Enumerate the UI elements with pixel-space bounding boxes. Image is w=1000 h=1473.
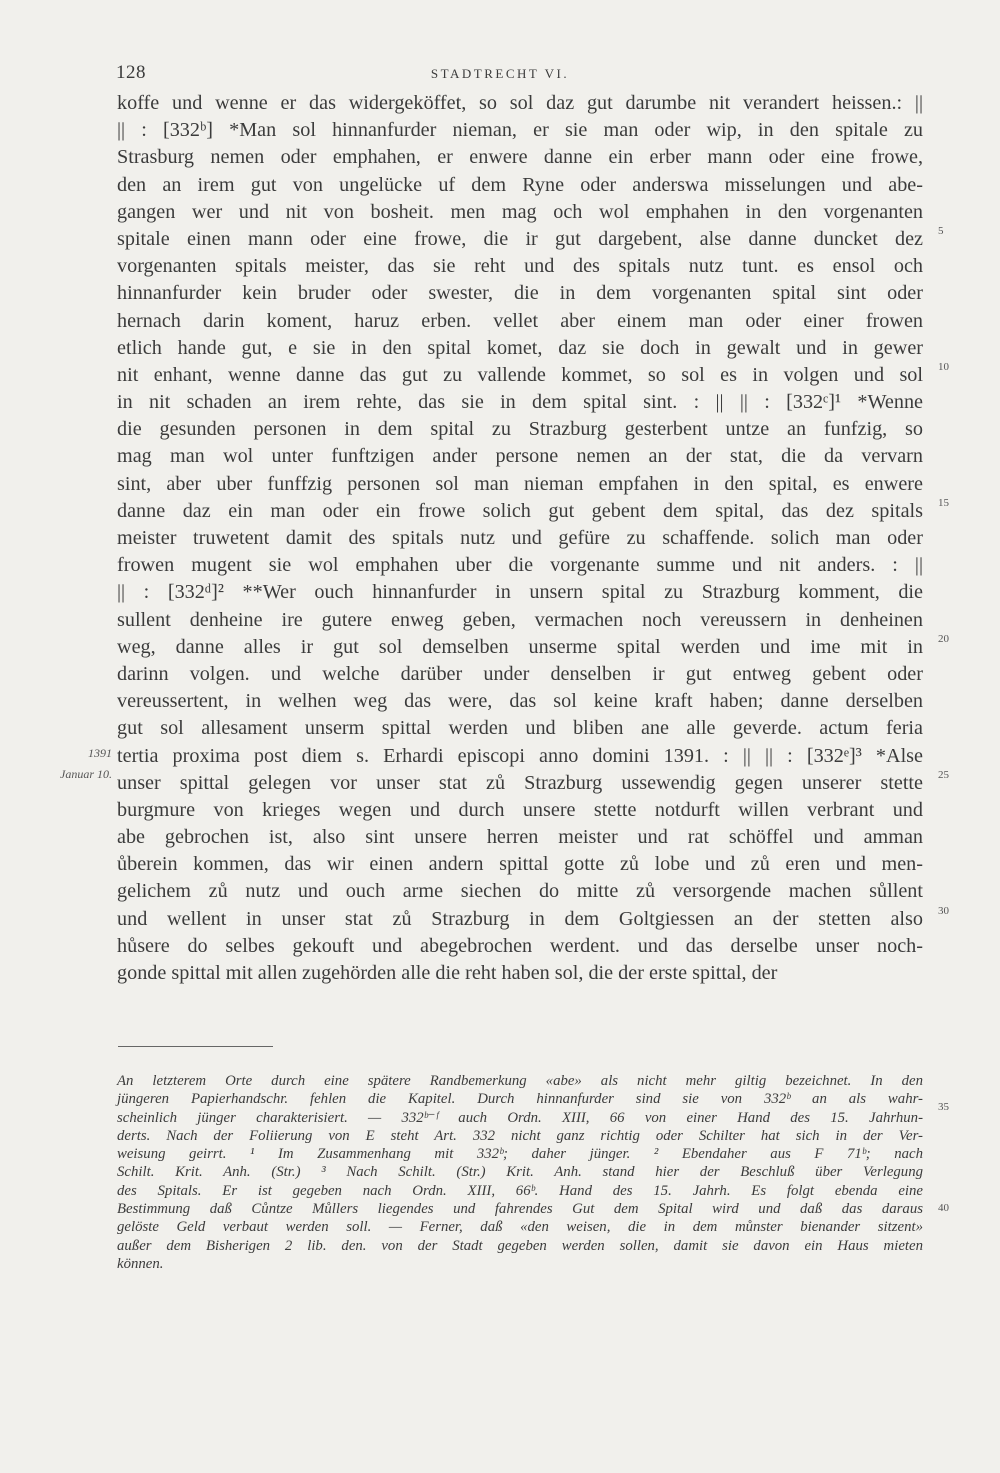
running-head: STADTRECHT VI. bbox=[430, 66, 570, 81]
text-line: danne daz ein man oder ein frowe solich gut gebent dem spital, das dez spitals bbox=[117, 499, 923, 522]
text-line: darinn volgen. und welche darüber under denselben ir gut entweg gebent oder bbox=[117, 662, 923, 685]
footnote-line: außer dem Bisherigen 2 lib. den. von der Stadt gegeben werden sollen, damit sie davon ein Haus mieten bbox=[117, 1237, 923, 1254]
text-line: sullent denheine ire gutere enweg geben, vermachen noch vereussern in denheinen bbox=[117, 608, 923, 631]
line-number-30: 30 bbox=[938, 905, 949, 917]
footnote-line: Schilt. Krit. Anh. (Str.) ³ Nach Schilt. (Str.) Krit. Anh. stand hier der Beschluß über Verlegung bbox=[117, 1164, 923, 1181]
footnote-line: des Spitals. Er ist gegeben nach Ordn. XIII, 66ᵇ. Hand des 15. Jahrh. Es folgt ebenda eine bbox=[117, 1182, 923, 1199]
text-line: und wellent in unser stat zů Strazburg in dem Goltgiessen an der stetten also bbox=[117, 907, 923, 930]
text-line: gangen wer und nit von bosheit. men mag och wol emphahen in den vorgenanten bbox=[117, 200, 923, 223]
line-number-10: 10 bbox=[938, 361, 949, 373]
text-line: || : [332ᵈ]² **Wer ouch hinnanfurder in unsern spital zu Strazburg komment, die bbox=[117, 581, 923, 604]
text-line: hinnanfurder kein bruder oder swester, die in dem vorgenanten spital sint oder bbox=[117, 282, 923, 305]
text-line: Strasburg nemen oder emphahen, er enwere danne ein erber mann oder eine frowe, bbox=[117, 146, 923, 169]
text-line: den an irem gut von ungelücke uf dem Ryne oder anderswa misselungen und abe- bbox=[117, 173, 923, 196]
text-line: unser spittal gelegen vor unser stat zů Strazburg ussewendig gegen unserer stette bbox=[117, 771, 923, 794]
text-line: vorgenanten spitals meister, das sie reht und des spitals nutz tunt. es ensol och bbox=[117, 255, 923, 278]
text-line: frowen mugent sie wol emphahen uber die vorgenante summe und nit anders. : || bbox=[117, 554, 923, 577]
footnote-rule bbox=[118, 1046, 273, 1047]
text-line: in nit schaden an irem rehte, das sie in dem spital sint. : || || : [332ᶜ]¹ *Wenne bbox=[117, 391, 923, 414]
footnote-line-number-40: 40 bbox=[938, 1202, 949, 1214]
footnote-line: jüngeren Papierhandschr. fehlen die Kapitel. Durch hinnanfurder sind sie von 332ᵇ an als wahr- bbox=[117, 1091, 923, 1108]
text-line: etlich hande gut, e sie in den spital komet, daz sie doch in gewalt und in gewer bbox=[117, 336, 923, 359]
margin-note-date: Januar 10. bbox=[60, 767, 112, 781]
line-number-20: 20 bbox=[938, 633, 949, 645]
text-line: ůberein kommen, das wir einen andern spittal gotte zů lobe und zů eren und men- bbox=[117, 853, 923, 876]
text-line: die gesunden personen in dem spital zu Strazburg gesterbent untze an funfzig, so bbox=[117, 418, 923, 441]
text-line: spitale einen mann oder eine frowe, die ir gut dargebent, alse danne duncket dez bbox=[117, 227, 923, 250]
text-line: mag man wol unter funftzigen ander persone nemen an der stat, die da vervarn bbox=[117, 445, 923, 468]
footnote-line: An letzterem Orte durch eine spätere Randbemerkung «abe» als nicht mehr giltig bezeichnet. In den bbox=[117, 1073, 923, 1089]
text-line: abe gebrochen ist, also sint unsere herren meister und rat schöffel und amman bbox=[117, 826, 923, 849]
text-line: || : [332ᵇ] *Man sol hinnanfurder nieman, er sie man oder wip, in den spitale zu bbox=[117, 119, 923, 142]
text-line: hůsere do selbes gekouft und abegebrochen werdent. und das derselbe unser noch- bbox=[117, 934, 923, 957]
line-number-5: 5 bbox=[938, 225, 944, 237]
main-text bbox=[117, 90, 923, 987]
footnote-line: derts. Nach der Foliierung von E steht Art. 332 nicht ganz richtig oder Schilter hat sich in der Ver- bbox=[117, 1127, 923, 1144]
footnote-line: Bestimmung daß Cůntze Můllers liegendes und fahrendes Gut dem Spital wird und daß das daraus bbox=[117, 1201, 923, 1218]
text-line: gonde spittal mit allen zugehörden alle die reht haben sol, die der erste spittal, der bbox=[117, 962, 778, 984]
text-line: gut sol allesament unserm spittal werden und bliben ane alle geverde. actum feria bbox=[117, 717, 923, 740]
text-line: vereussertent, in welhen weg das were, das sol keine kraft haben; danne derselben bbox=[117, 690, 923, 713]
text-line: nit enhant, wenne danne das gut zu vallende kommet, so sol es in volgen und sol bbox=[117, 363, 923, 386]
text-line: koffe und wenne er das widergeköffet, so sol daz gut darumbe nit verandert heissen.: || bbox=[117, 92, 923, 114]
margin-note-year: 1391 bbox=[88, 746, 112, 760]
text-line: sint, aber uber funffzig personen sol man nieman empfahen in den spital, es enwere bbox=[117, 472, 923, 495]
page-number: 128 bbox=[116, 62, 146, 83]
line-number-25: 25 bbox=[938, 769, 949, 781]
text-line: hernach darin koment, haruz erben. vellet aber einem man oder einer frowen bbox=[117, 309, 923, 332]
text-line: weg, danne alles ir gut sol demselben unserme spital werden und ime mit in bbox=[117, 635, 923, 658]
footnotes bbox=[117, 1072, 923, 1273]
text-line: burgmure von krieges wegen und durch unsere stette notdurft willen verbrant und bbox=[117, 798, 923, 821]
text-line: meister truwetent damit des spitals nutz und gefüre zu schaffende. solich man oder bbox=[117, 527, 923, 549]
footnote-line: können. bbox=[117, 1255, 164, 1272]
footnote-line: scheinlich jünger charakterisiert. — 332ᵇ⁻ᶠ auch Ordn. XIII, 66 von einer Hand des 15. Jahrhun- bbox=[117, 1109, 923, 1126]
text-line: gelichem zů nutz und ouch arme siechen do mitte zů versorgende machen sůllent bbox=[117, 880, 923, 903]
footnote-line-number-35: 35 bbox=[938, 1101, 949, 1113]
footnote-line: weisung geirrt. ¹ Im Zusammenhang mit 332ᵇ; daher jünger. ² Ebendaher aus F 71ᵇ; nach bbox=[117, 1146, 923, 1163]
line-number-15: 15 bbox=[938, 497, 949, 509]
text-line: tertia proxima post diem s. Erhardi episcopi anno domini 1391. : || || : [332ᵉ]³ *Alse bbox=[117, 744, 923, 767]
footnote-line: gelöste Geld verbaut werden soll. — Ferner, daß «den weisen, die in dem můnster bienander sitzent» bbox=[117, 1219, 923, 1236]
